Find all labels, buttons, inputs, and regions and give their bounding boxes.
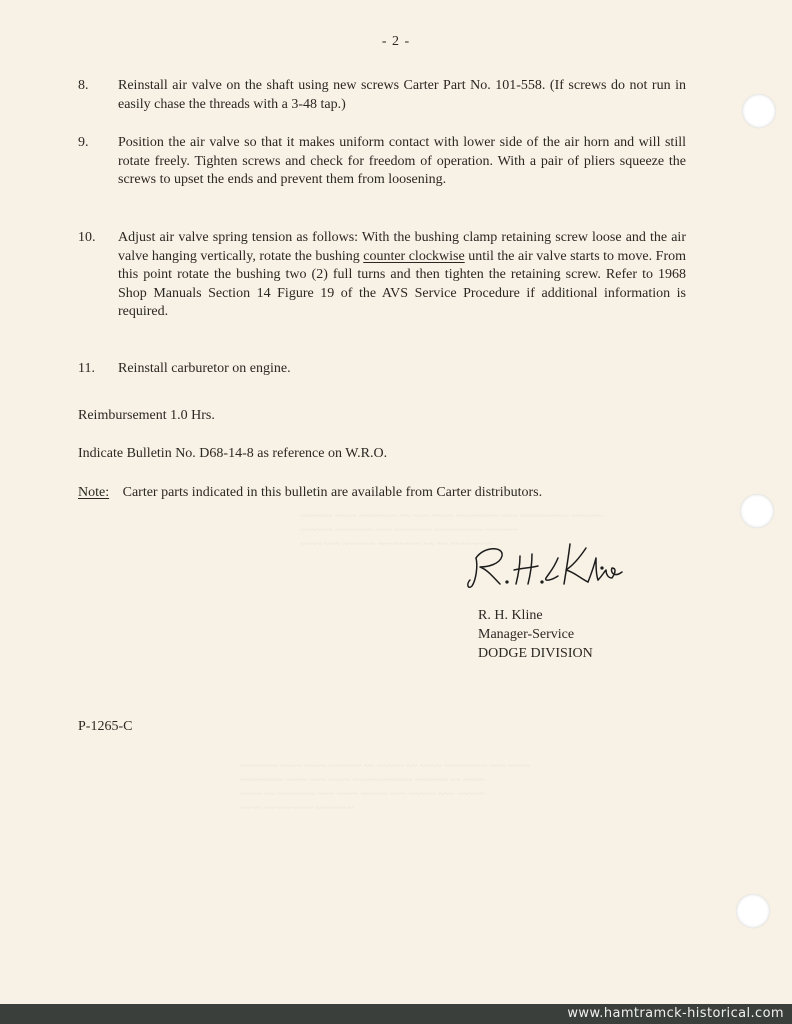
bulletin-reference-line: Indicate Bulletin No. D68-14-8 as reference on W.R.O.	[78, 446, 388, 461]
binder-hole	[736, 894, 770, 928]
step-text: Position the air valve so that it makes uniform contact with lower side of the air horn and will still rotate freely. Tighten screws and check for freedom of operation. With a pair of pliers squeeze the screws to upset the ends and prevent them from loosening.	[118, 135, 686, 188]
step-text: Reinstall carburetor on engine.	[118, 361, 291, 376]
step-number: 8.	[78, 78, 89, 93]
note-line	[78, 484, 698, 502]
step-11	[78, 360, 686, 379]
underlined-text: counter clockwise	[363, 248, 465, 264]
step-text: Adjust air valve spring tension as follows: With the bushing clamp retaining screw loose and the air valve hanging vertically, rotate the bushing counter clockwise until the air valve starts to move. From this point rotate the bushing two (2) full turns and then tighten the retaining screw. Refer to 1968 Shop Manuals Section 14 Figure 19 of the AVS Service Procedure if additional information is required.	[118, 230, 686, 320]
step-text: Reinstall air valve on the shaft using new screws Carter Part No. 101-558. (If screws do not run in easily chase the threads with a 3-48 tap.)	[118, 78, 686, 112]
form-number: P-1265-C	[78, 719, 133, 734]
reimbursement-line: Reimbursement 1.0 Hrs.	[78, 408, 215, 423]
binder-hole	[740, 494, 774, 528]
signer-division: DODGE DIVISION	[478, 646, 593, 661]
note-label: Note:	[78, 485, 110, 500]
page-number: - 2 -	[381, 34, 411, 49]
signature-block	[478, 606, 593, 663]
signer-title: Manager-Service	[478, 627, 575, 642]
step-number: 9.	[78, 135, 89, 150]
binder-hole	[742, 94, 776, 128]
bleed-through-text: ~~~~~~~ ~~~~ ~~~~ ~~~~~~ ~~ ~~~~~ ~~ ~~~~ ~~~~~~~~ ~~~ ~~~~ ~~~~~~~~ ~~~~ ~~~ ~~~~ ~~~~~~~~~~~ ~~~~~~ ~~ ~~~~ ~~~~ ~~ ~~~~~~~ ~~~ ~~~~ ~~~~~ ~~~ ~~~~~ ~~~ ~~~~~ ~~~~ ~~~~~~~~~ ~~~~~~~	[240, 761, 531, 814]
watermark-bar	[0, 1004, 792, 1024]
watermark-text: www.hamtramck-historical.com	[567, 1006, 784, 1021]
signer-name: R. H. Kline	[478, 608, 543, 623]
bleed-through-text: ~~~~~~ ~~~~ ~~~~~~~ ~~ ~~~ ~~~~ ~~~~~~~~ ~~~ ~~~~~~~~~ ~~~~~~ ~~~~~~ ~~~~~~~ ~~~ ~~~~~~~ ~~~~~~~~~ ~~~~~~ ~~~~ ~~~ ~~~~~~ ~~~~~~~~ ~~ ~~ ~~~~~~~~	[300, 511, 604, 550]
step-10	[78, 229, 686, 322]
step-number: 11.	[78, 361, 95, 376]
step-8	[78, 77, 686, 114]
step-number: 10.	[78, 230, 96, 245]
step-9	[78, 134, 686, 190]
note-text: Carter parts indicated in this bulletin are available from Carter distributors.	[122, 485, 543, 500]
